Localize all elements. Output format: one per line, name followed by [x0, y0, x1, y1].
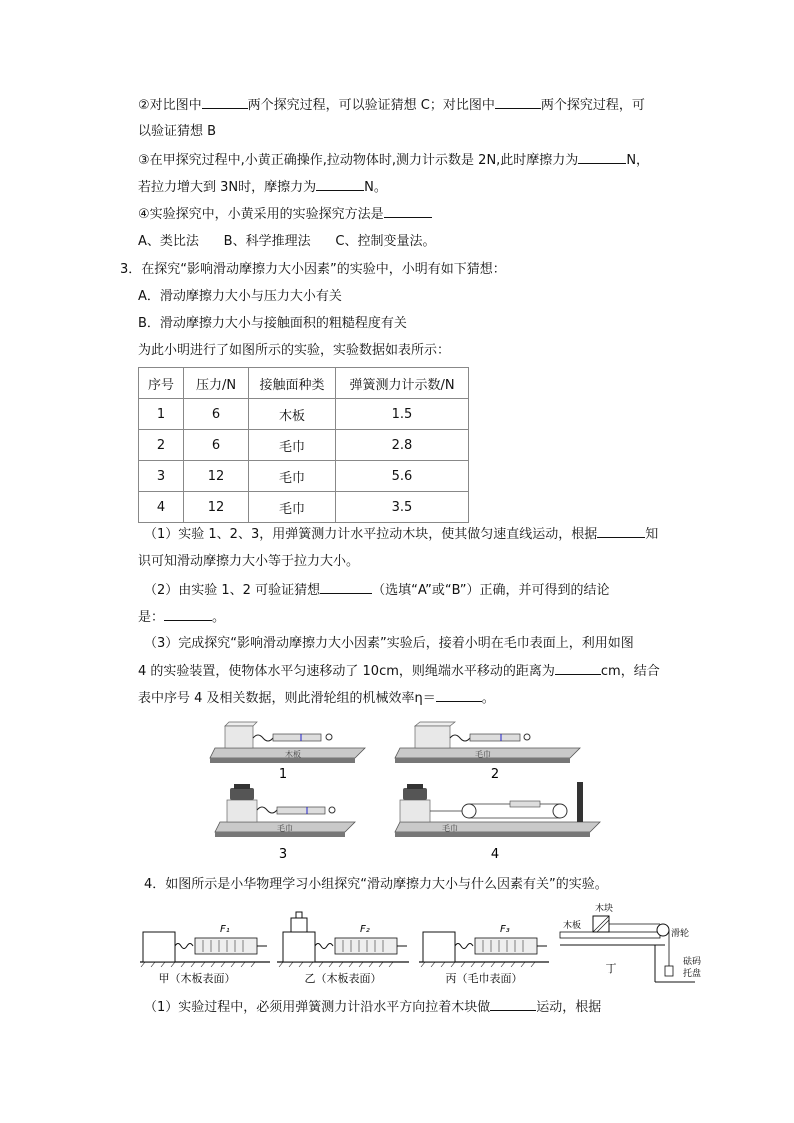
text-line [138, 96, 645, 115]
table-cell: 木板 [249, 399, 336, 430]
setup-bing [419, 924, 549, 985]
text-segment: 识可知滑动摩擦力大小等于拉力大小。 [138, 554, 360, 569]
text-segment: 若拉力增大到 3N时，摩擦力为 [138, 180, 317, 195]
text-line [144, 525, 658, 544]
question-4-intro: 4．如图所示是小华物理学习小组探究“滑动摩擦力大小与什么因素有关”的实验。 [144, 877, 608, 892]
answer-blank[interactable] [436, 689, 482, 702]
text-segment: 表中序号 4 及相关数据，则此滑轮组的机械效率η＝ [138, 691, 436, 706]
data-table [138, 367, 469, 523]
text-segment: 是： [138, 610, 165, 625]
table-header-cell: 压力/N [184, 368, 249, 399]
text-segment: （2）由实验 1、2 可验证猜想 [144, 583, 321, 598]
text-segment: （选填“A”或“B”）正确，并可得到的结论 [372, 583, 610, 598]
table-row [139, 461, 469, 492]
text-segment: ③在甲探究过程中,小黄正确操作,拉动物体时,测力计示数是 2N,此时摩擦力为 [138, 153, 579, 168]
label-board: 木板 [563, 921, 582, 931]
table-cell: 毛巾 [249, 461, 336, 492]
text-line [138, 151, 649, 170]
text-segment: N， [626, 153, 650, 168]
text-segment: 4 的实验装置，使物体水平匀速移动了 10cm，则绳端水平移动的距离为 [138, 664, 555, 679]
text-segment: ④实验探究中，小黄采用的实验探究方法是 [138, 207, 384, 222]
force-label-f2: F₂ [360, 924, 370, 935]
text-segment: cm，结合 [600, 664, 660, 679]
caption-bing: 丙（毛巾表面） [445, 972, 523, 985]
setup-yi [277, 912, 409, 985]
table-cell: 3 [139, 461, 184, 492]
answer-blank[interactable] [555, 662, 601, 675]
text-line [138, 608, 225, 627]
text-line [144, 581, 610, 600]
answer-blank[interactable] [495, 96, 541, 109]
text-segment: 知 [645, 527, 659, 542]
text-line [138, 205, 432, 224]
text-segment: （1）实验过程中，必须用弹簧测力计沿水平方向拉着木块做 [144, 1000, 491, 1015]
text-line [138, 662, 660, 681]
table-cell: 12 [184, 461, 249, 492]
text-segment: 。 [212, 610, 226, 625]
table-header-cell: 接触面种类 [249, 368, 336, 399]
answer-blank[interactable] [578, 151, 626, 164]
label-weight: 砝码 [683, 957, 702, 967]
caption-jia: 甲（木板表面） [158, 972, 236, 985]
apparatus-2 [395, 722, 580, 782]
text-segment: （3）完成探究“影响滑动摩擦力大小因素”实验后，接着小明在毛巾表面上，利用如图 [144, 636, 634, 651]
table-cell: 1 [139, 399, 184, 430]
setup-ding [560, 902, 701, 982]
text-line [144, 998, 601, 1017]
answer-blank[interactable] [316, 178, 364, 191]
apparatus-3 [215, 784, 355, 862]
table-cell: 5.6 [336, 461, 469, 492]
surface-label-towel: 毛巾 [475, 750, 491, 759]
text-line [138, 123, 216, 141]
figure-number-1: 1 [278, 767, 288, 782]
table-cell: 毛巾 [249, 492, 336, 523]
surface-label-towel: 毛巾 [442, 824, 458, 833]
table-row [139, 430, 469, 461]
text-segment: 以验证猜想 B [138, 124, 217, 139]
experiment-figure-q4 [135, 900, 715, 990]
figure-number-3: 3 [278, 847, 288, 862]
figure-number-2: 2 [490, 767, 500, 782]
apparatus-1 [210, 722, 365, 782]
answer-blank[interactable] [490, 998, 536, 1011]
table-cell: 2 [139, 430, 184, 461]
label-block: 木块 [595, 904, 614, 914]
label-pulley: 滑轮 [671, 929, 690, 939]
answer-blank[interactable] [320, 581, 372, 594]
table-cell: 4 [139, 492, 184, 523]
text-segment: N。 [364, 180, 387, 195]
text-line [144, 635, 634, 653]
text-segment: （1）实验 1、2、3，用弹簧测力计水平拉动木块，使其做匀速直线运动，根据 [144, 527, 598, 542]
table-lead: 为此小明进行了如图所示的实验，实验数据如表所示： [138, 343, 451, 358]
guess-b: B．滑动摩擦力大小与接触面积的粗糙程度有关 [138, 316, 407, 331]
text-line [138, 553, 359, 571]
table-cell: 6 [184, 399, 249, 430]
table-cell: 2.8 [336, 430, 469, 461]
table-cell: 6 [184, 430, 249, 461]
table-header-row [139, 368, 469, 399]
apparatus-4 [395, 782, 600, 862]
table-cell: 3.5 [336, 492, 469, 523]
caption-yi: 乙（木板表面） [304, 972, 382, 985]
question-3-intro: 3．在探究“影响滑动摩擦力大小因素”的实验中，小明有如下猜想： [120, 262, 506, 277]
guess-a: A．滑动摩擦力大小与压力大小有关 [138, 289, 342, 304]
answer-blank[interactable] [384, 205, 432, 218]
surface-label-board: 木板 [285, 750, 301, 759]
text-line [138, 178, 387, 197]
figure-number-4: 4 [490, 847, 500, 862]
text-segment: 运动，根据 [536, 1000, 602, 1015]
force-label-f3: F₃ [500, 924, 510, 935]
table-row [139, 492, 469, 523]
force-label-f1: F₁ [220, 924, 230, 935]
table-cell: 毛巾 [249, 430, 336, 461]
text-segment: 两个探究过程，可 [540, 98, 645, 113]
options-line: A、类比法 B、科学推理法 C、控制变量法。 [138, 234, 436, 249]
table-cell: 1.5 [336, 399, 469, 430]
table-header-cell: 弹簧测力计示数/N [336, 368, 469, 399]
text-line [138, 689, 495, 708]
surface-label-towel: 毛巾 [277, 824, 293, 833]
answer-blank[interactable] [164, 608, 212, 621]
table-row [139, 399, 469, 430]
answer-blank[interactable] [202, 96, 248, 109]
table-cell: 12 [184, 492, 249, 523]
experiment-figure-q3 [205, 712, 605, 872]
text-segment: 。 [481, 691, 495, 706]
table-header-cell: 序号 [139, 368, 184, 399]
text-segment: ②对比图中 [138, 98, 202, 113]
label-tray: 托盘 [683, 969, 702, 979]
setup-jia [140, 924, 270, 985]
answer-blank[interactable] [597, 525, 645, 538]
text-segment: 两个探究过程，可以验证猜想 C；对比图中 [247, 98, 495, 113]
caption-ding: 丁 [605, 962, 617, 975]
